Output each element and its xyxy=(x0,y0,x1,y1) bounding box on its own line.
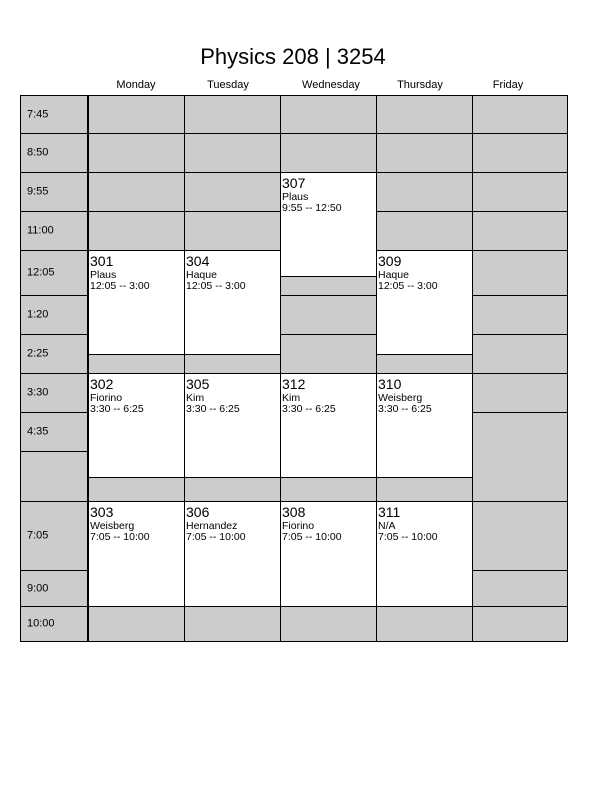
empty-slot xyxy=(376,172,473,212)
time-slot xyxy=(20,211,88,251)
section-307[interactable] xyxy=(280,172,377,277)
time-label: 8:50 xyxy=(27,146,49,159)
empty-slot xyxy=(376,133,473,173)
time-label: 9:00 xyxy=(27,582,49,594)
empty-slot xyxy=(376,211,473,251)
empty-slot xyxy=(184,133,281,173)
section-time: 12:05 -- 3:00 xyxy=(186,280,246,292)
empty-slot xyxy=(184,354,281,374)
section-number: 301 xyxy=(90,253,114,269)
empty-slot xyxy=(472,211,568,251)
empty-slot xyxy=(88,606,185,642)
empty-slot xyxy=(376,95,473,134)
section-301[interactable] xyxy=(88,250,185,355)
section-instructor: Hernandez xyxy=(186,520,238,532)
section-time: 7:05 -- 10:00 xyxy=(90,531,150,543)
empty-slot xyxy=(88,477,185,502)
empty-slot xyxy=(184,172,281,212)
time-label: 1:20 xyxy=(27,308,49,321)
section-instructor: Fiorino xyxy=(90,392,123,404)
time-slot xyxy=(20,412,88,452)
empty-slot xyxy=(472,606,568,642)
empty-slot xyxy=(472,250,568,296)
section-number: 306 xyxy=(186,504,210,520)
section-time: 3:30 -- 6:25 xyxy=(90,403,144,415)
time-slot xyxy=(20,172,88,212)
section-number: 303 xyxy=(90,504,114,520)
section-instructor: N/A xyxy=(378,520,396,532)
time-label: 2:25 xyxy=(27,347,49,360)
time-label: 7:45 xyxy=(27,108,49,120)
section-instructor: Fiorino xyxy=(282,520,315,532)
empty-slot xyxy=(280,133,377,173)
section-time: 3:30 -- 6:25 xyxy=(282,403,336,415)
section-instructor: Kim xyxy=(282,392,301,404)
time-slot xyxy=(20,606,88,642)
empty-slot xyxy=(280,334,377,374)
section-312[interactable] xyxy=(280,373,377,478)
section-number: 302 xyxy=(90,376,114,392)
empty-slot xyxy=(472,295,568,335)
time-label: 7:05 xyxy=(27,529,49,542)
section-instructor: Plaus xyxy=(90,269,117,281)
section-instructor: Plaus xyxy=(282,191,309,203)
section-number: 307 xyxy=(282,175,306,191)
section-306[interactable] xyxy=(184,501,281,607)
day-header-thursday: Thursday xyxy=(397,79,443,91)
empty-slot xyxy=(472,95,568,134)
empty-slot xyxy=(280,95,377,134)
empty-slot xyxy=(472,334,568,374)
day-header-friday: Friday xyxy=(492,79,524,91)
empty-slot xyxy=(472,373,568,413)
section-303[interactable] xyxy=(88,501,185,607)
time-label: 3:30 xyxy=(27,386,49,399)
section-instructor: Kim xyxy=(186,392,205,404)
time-slot xyxy=(20,250,88,296)
day-header-tuesday: Tuesday xyxy=(207,79,249,91)
section-time: 12:05 -- 3:00 xyxy=(378,280,438,292)
time-label: 12:05 xyxy=(27,266,55,279)
section-number: 304 xyxy=(186,253,210,269)
time-label: 9:55 xyxy=(27,185,49,198)
section-number: 305 xyxy=(186,376,210,392)
time-slot xyxy=(20,133,88,173)
empty-slot xyxy=(184,477,281,502)
section-305[interactable] xyxy=(184,373,281,478)
empty-slot xyxy=(280,295,377,335)
empty-slot xyxy=(280,477,377,502)
time-slot-blank xyxy=(20,451,88,502)
empty-slot xyxy=(184,95,281,134)
section-instructor: Weisberg xyxy=(378,392,423,404)
section-number: 310 xyxy=(378,376,402,392)
empty-slot xyxy=(472,412,568,502)
time-label: 10:00 xyxy=(27,617,55,630)
empty-slot xyxy=(280,276,377,296)
empty-slot xyxy=(472,172,568,212)
schedule-title: Physics 208 | 3254 xyxy=(200,44,386,69)
section-302[interactable] xyxy=(88,373,185,478)
empty-slot xyxy=(376,354,473,374)
empty-slot xyxy=(88,172,185,212)
section-number: 309 xyxy=(378,253,402,269)
section-instructor: Haque xyxy=(378,269,409,281)
section-time: 3:30 -- 6:25 xyxy=(186,403,240,415)
time-label: 4:35 xyxy=(27,425,49,438)
time-slot xyxy=(20,373,88,413)
time-slot xyxy=(20,334,88,374)
time-slot xyxy=(20,570,88,607)
time-slot xyxy=(20,95,88,134)
empty-slot xyxy=(376,606,473,642)
section-instructor: Haque xyxy=(186,269,217,281)
section-308[interactable] xyxy=(280,501,377,607)
section-number: 308 xyxy=(282,504,306,520)
empty-slot xyxy=(184,606,281,642)
section-instructor: Weisberg xyxy=(90,520,135,532)
empty-slot xyxy=(472,570,568,607)
day-header-wednesday: Wednesday xyxy=(302,79,360,91)
section-time: 7:05 -- 10:00 xyxy=(378,531,438,543)
section-number: 312 xyxy=(282,376,306,392)
empty-slot xyxy=(472,133,568,173)
empty-slot xyxy=(184,211,281,251)
time-slot xyxy=(20,295,88,335)
section-time: 12:05 -- 3:00 xyxy=(90,280,150,292)
day-header-monday: Monday xyxy=(116,79,156,91)
empty-slot xyxy=(376,477,473,502)
section-time: 9:55 -- 12:50 xyxy=(282,202,342,214)
section-time: 7:05 -- 10:00 xyxy=(282,531,342,543)
time-slot xyxy=(20,501,88,571)
section-309[interactable] xyxy=(376,250,473,355)
section-304[interactable] xyxy=(184,250,281,355)
empty-slot xyxy=(88,95,185,134)
section-time: 3:30 -- 6:25 xyxy=(378,403,432,415)
empty-slot xyxy=(472,501,568,571)
empty-slot xyxy=(280,606,377,642)
section-number: 311 xyxy=(378,504,401,520)
time-label: 11:00 xyxy=(27,224,54,237)
section-time: 7:05 -- 10:00 xyxy=(186,531,246,543)
empty-slot xyxy=(88,354,185,374)
empty-slot xyxy=(88,211,185,251)
section-311[interactable] xyxy=(376,501,473,607)
section-310[interactable] xyxy=(376,373,473,478)
empty-slot xyxy=(88,133,185,173)
